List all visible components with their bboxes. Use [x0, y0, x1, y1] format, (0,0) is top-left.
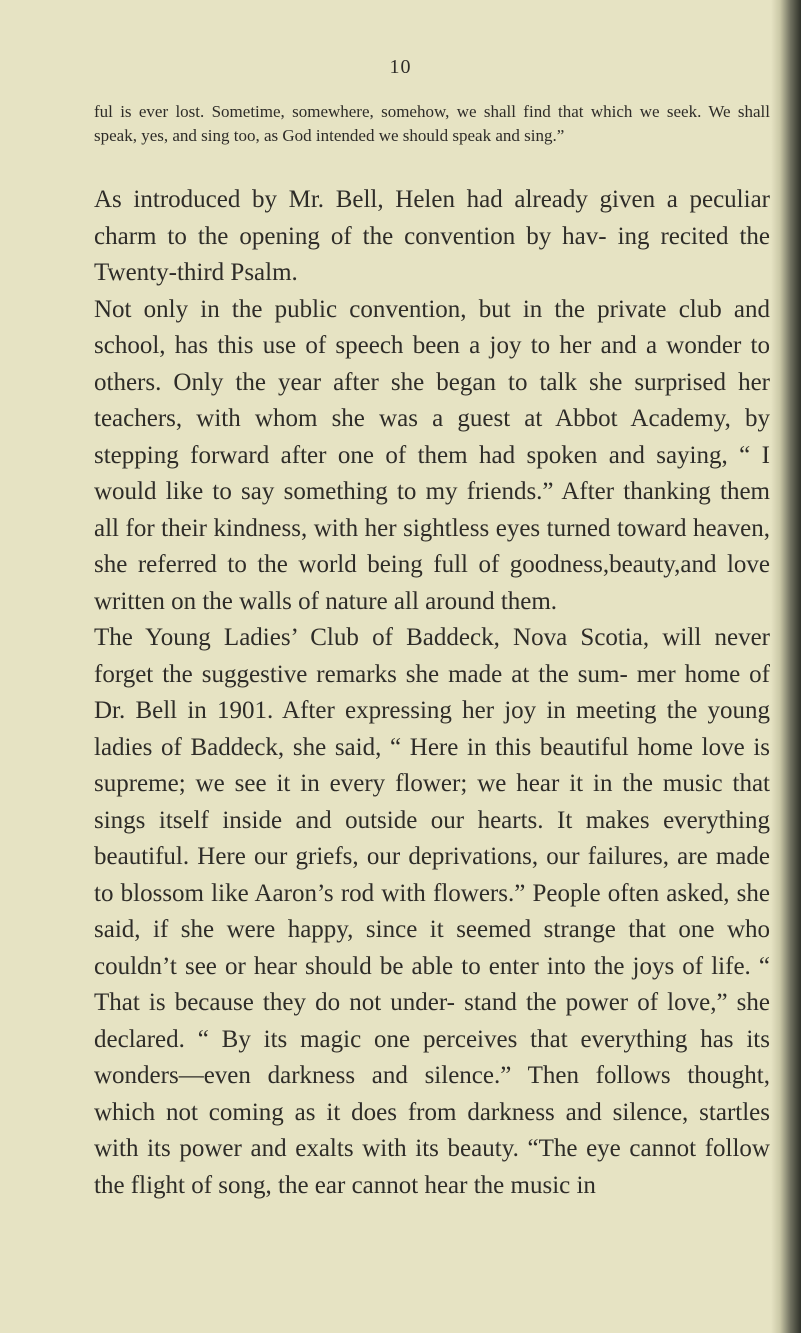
- body-text: [94, 182, 770, 1204]
- page-number: 10: [389, 56, 412, 78]
- page-edge-shadow: [771, 0, 801, 1333]
- quote-continuation: [94, 100, 770, 148]
- paragraph-2: Not only in the public convention, but in the private club and school, has this use of speech been a joy to her and a wonder to others. Only the year after she began to talk she surprised her teachers, with whom she was a guest at Abbot Academy, by stepping forward after one of them had spoken and saying, “ I would like to say something to my friends.” After thanking them all for their kindness, with her sightless eyes turned toward heaven, she referred to the world being full of goodness,beauty,and love written on the walls of nature all around them.: [94, 295, 770, 615]
- paragraph-1: As introduced by Mr. Bell, Helen had already given a peculiar charm to the opening of the convention by hav- ing recited the Twenty-third Psalm.: [94, 186, 770, 286]
- paragraph-3: The Young Ladies’ Club of Baddeck, Nova Scotia, will never forget the suggestive remarks she made at the sum- mer home of Dr. Bell in 1901. After expressing her joy in meeting the young ladies of Baddeck, she said, “ Here in this beautiful home love is supreme; we see it in every flower; we hear it in the music that sings itself inside and outside our hearts. It makes everything beautiful. Here our griefs, our deprivations, our failures, are made to blossom like Aaron’s rod with flowers.” People often asked, she said, if she were happy, since it seemed strange that one who couldn’t see or hear should be able to enter into the joys of life. “ That is because they do not under- stand the power of love,” she declared. “ By its magic one perceives that everything has its wonders—even darkness and silence.” Then follows thought, which not coming as it does from darkness and silence, startles with its power and exalts with its beauty. “The eye cannot follow the flight of song, the ear cannot hear the music in: [94, 624, 770, 1199]
- quote-text: ful is ever lost. Sometime, somewhere, somehow, we shall find that which we seek. We shall speak, yes, and sing too, as God intended we should speak and sing.”: [94, 102, 770, 145]
